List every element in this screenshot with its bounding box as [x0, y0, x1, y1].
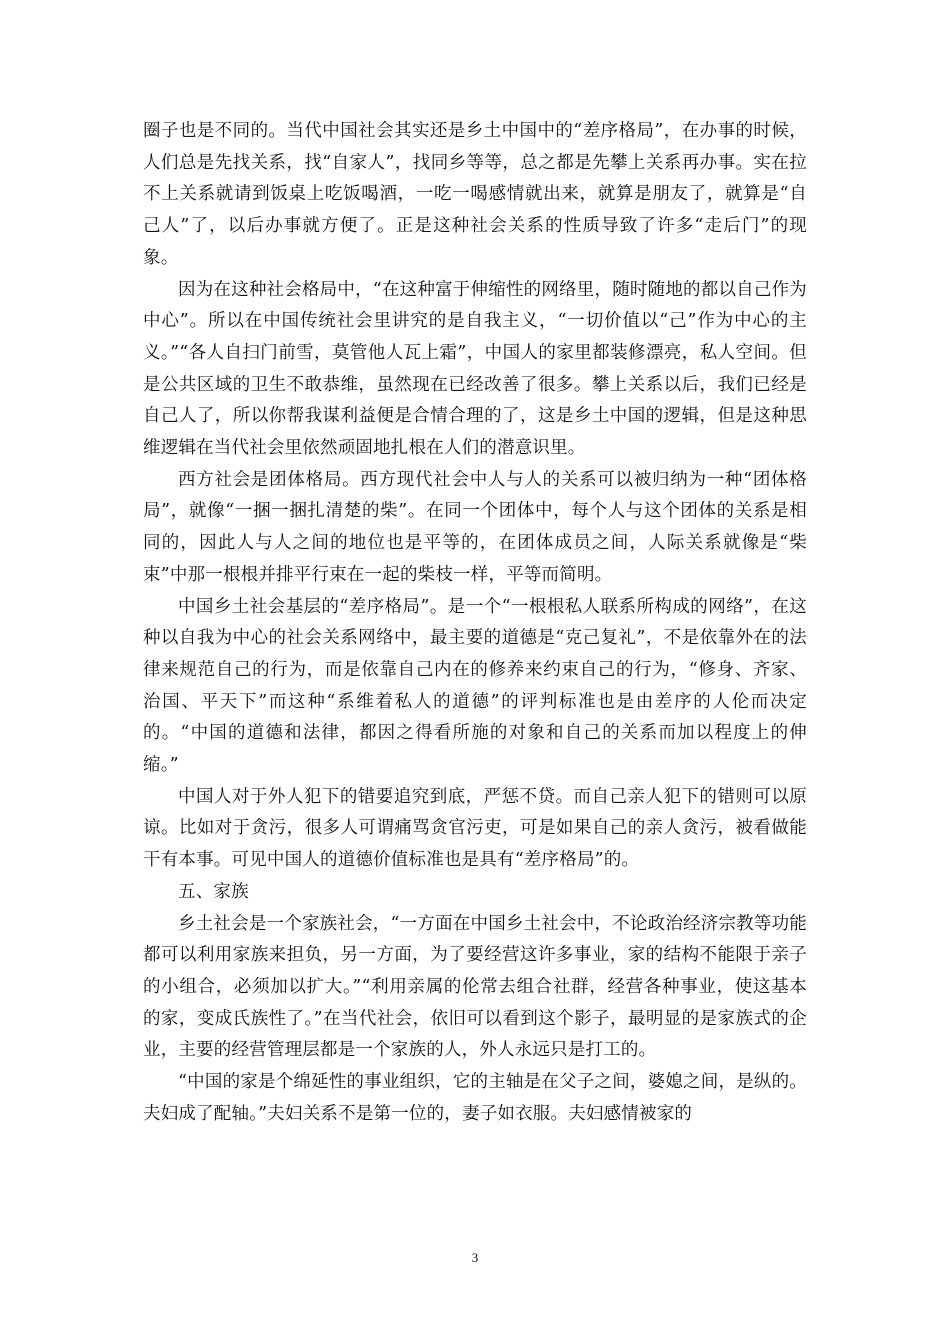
paragraph-family-society: 乡土社会是一个家族社会，“一方面在中国乡土社会中，不论政治经济宗教等功能都可以利用家族来担负，另一方面，为了要经营这许多事业，家的结构不能限于亲子的小组合，必须加以扩大。”“利用亲属的伦常去组合社群，经营各种事业，使这基本的家，变成氏族性了。”在当代社会，依旧可以看到这个影子，最明显的是家族式的企业，主要的经营管理层都是一个家族的人，外人永远只是打工的。: [143, 913, 807, 1061]
paragraph-egocentrism: 因为在这种社会格局中，“在这种富于伸缩性的网络里，随时随地的都以自己作为中心”。所以在中国传统社会里讲究的是自我主义，“一切价值以“己”作为中心的主义。”“各人自扫门前雪，莫管他人瓦上霜”，中国人的家里都装修漂亮，私人空间。但是公共区域的卫生不敢恭维，虽然现在已经改善了很多。攀上关系以后，我们已经是自己人了，所以你帮我谋利益便是合情合理的了，这是乡土中国的逻辑，但是这种思维逻辑在当代社会里依然顽固地扎根在人们的潜意识里。: [143, 279, 807, 459]
body-text: [143, 116, 807, 1131]
section-heading-family: 五、家族: [178, 881, 249, 902]
paragraph-family-axis: “中国的家是个绵延性的事业组织，它的主轴是在父子之间，婆媳之间，是纵的。夫妇成了配轴。”夫妇关系不是第一位的，妻子如衣服。夫妇感情被家的: [143, 1072, 807, 1124]
paragraph-western-group-pattern: 西方社会是团体格局。西方现代社会中人与人的关系可以被归纳为一种“团体格局”，就像“一捆一捆扎清楚的柴”。在同一个团体中，每个人与这个团体的关系是相同的，因此人与人之间的地位也是平等的，在团体成员之间，人际关系就像是“柴束”中那一根根并排平行束在一起的柴枝一样，平等而简明。: [143, 469, 807, 585]
paragraph-differential-pattern: 中国乡土社会基层的“差序格局”。是一个“一根根私人联系所构成的网络”，在这种以自我为中心的社会关系网络中，最主要的道德是“克己复礼”，不是依靠外在的法律来规范自己的行为，而是依靠自己内在的修养来约束自己的行为，“修身、齐家、治国、平天下”而这种“系维着私人的道德”的评判标准也是由差序的人伦而决定的。“中国的道德和法律，都因之得看所施的对象和自己的关系而加以程度上的伸缩。”: [143, 596, 807, 776]
paragraph-moral-standard: 中国人对于外人犯下的错要追究到底，严惩不贷。而自己亲人犯下的错则可以原谅。比如对于贪污，很多人可谓痛骂贪官污吏，可是如果自己的亲人贪污，被看做能干有本事。可见中国人的道德价值标准也是具有“差序格局”的。: [143, 786, 807, 871]
page-number: 3: [471, 1250, 479, 1265]
paragraph-continuation: 圈子也是不同的。当代中国社会其实还是乡土中国中的“差序格局”，在办事的时候，人们总是先找关系，找“自家人”，找同乡等等，总之都是先攀上关系再办事。实在拉不上关系就请到饭桌上吃饭喝酒，一吃一喝感情就出来，就算是朋友了，就算是“自己人”了，以后办事就方便了。正是这种社会关系的性质导致了许多“走后门”的现象。: [143, 121, 807, 268]
